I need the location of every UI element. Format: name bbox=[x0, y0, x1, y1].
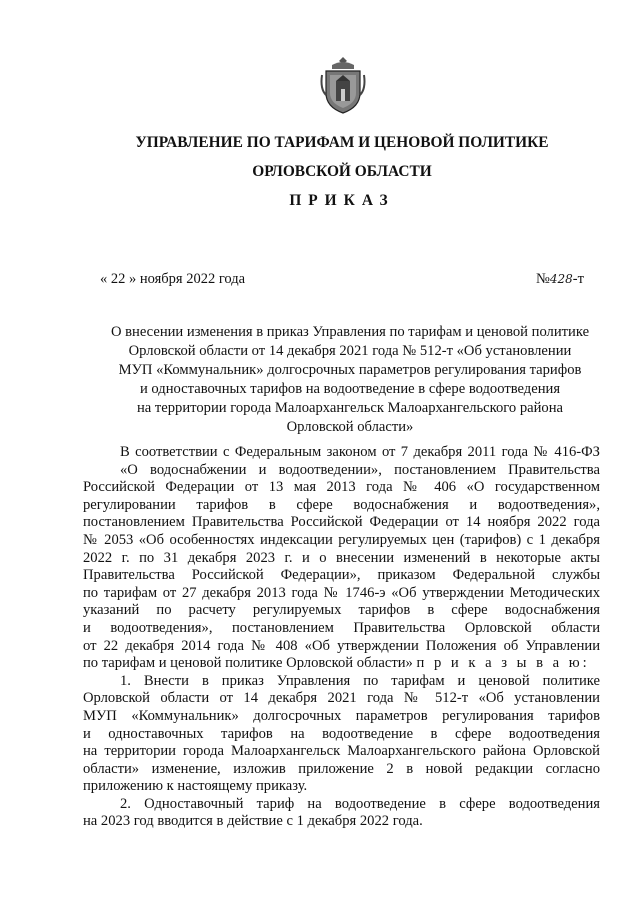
title-line: Орловской области от 14 декабря 2021 года № 512-т «Об установлении bbox=[128, 343, 572, 359]
item1-line: 1. Внести в приказ Управления по тарифам и ценовой политике bbox=[120, 672, 600, 689]
preamble-verb: п р и к а з ы в а ю: bbox=[416, 655, 590, 672]
order-number-handwritten: 428 bbox=[549, 272, 573, 286]
item2-line: 2. Одноставочный тариф на водоотведение в сфере водоотведения bbox=[120, 795, 600, 812]
org-name-line2: ОРЛОВСКОЙ ОБЛАСТИ bbox=[252, 163, 432, 180]
preamble-line-text: по тарифам и ценовой политике Орловской области» bbox=[83, 655, 413, 672]
order-title bbox=[100, 323, 600, 437]
org-name-line1: УПРАВЛЕНИЕ ПО ТАРИФАМ И ЦЕНОВОЙ ПОЛИТИКЕ bbox=[135, 134, 549, 151]
item1-line: области» изменение, изложив приложение 2 в новой редакции согласно bbox=[83, 760, 600, 777]
order-date: « 22 » ноября 2022 года bbox=[100, 271, 246, 287]
title-line: и одноставочных тарифов на водоотведение в сфере водоотведения bbox=[139, 381, 561, 397]
preamble-line: «О водоснабжении и водоотведении», постановлением Правительства bbox=[120, 461, 600, 478]
item1-line: приложению к настоящему приказу. bbox=[83, 778, 308, 795]
preamble-line: № 2053 «Об особенностях индексации регулируемых цен (тарифов) с 1 декабря bbox=[83, 531, 600, 548]
preamble-line: 2022 г. по 31 декабря 2023 г. и о внесении изменений в некоторые акты bbox=[83, 549, 600, 566]
preamble-line: Российской Федерации от 13 мая 2013 года № 406 «О государственном bbox=[83, 479, 600, 496]
preamble-line: и водоотведения», постановлением Правительства Орловской области bbox=[83, 619, 600, 636]
item1-line: Орловской области от 14 декабря 2021 года № 512-т «Об установлении bbox=[83, 690, 600, 707]
coat-of-arms-emblem bbox=[318, 55, 368, 115]
item1-line: на территории города Малоархангельск Малоархангельского района Орловской bbox=[83, 743, 600, 760]
order-number-prefix: № bbox=[536, 271, 550, 287]
preamble-line: указаний по расчету регулируемых тарифов в сфере водоснабжения bbox=[83, 602, 600, 619]
preamble-line: В соответствии с Федеральным законом от 7 декабря 2011 года № 416-ФЗ bbox=[120, 444, 600, 460]
preamble-line bbox=[83, 655, 600, 673]
item1-line: и одноставочных тарифов на водоотведение в сфере водоотведения bbox=[83, 725, 600, 742]
order-number-suffix: -т bbox=[572, 271, 584, 287]
preamble-line: от 22 декабря 2014 года № 408 «Об утверждении Положения об Управлении bbox=[83, 637, 600, 654]
item2-line: на 2023 год вводится в действие с 1 декабря 2022 года. bbox=[83, 813, 423, 830]
order-body bbox=[83, 444, 600, 831]
title-line: МУП «Коммунальник» долгосрочных параметров регулирования тарифов bbox=[118, 362, 582, 378]
preamble-line: Правительства Российской Федерации», приказом Федеральной службы bbox=[83, 567, 600, 584]
document-type: ПРИКАЗ bbox=[289, 192, 395, 209]
item1-line: МУП «Коммунальник» долгосрочных параметров регулирования тарифов bbox=[83, 707, 600, 724]
title-line: Орловской области» bbox=[286, 419, 414, 435]
title-line: на территории города Малоархангельск Малоархангельского района bbox=[136, 400, 564, 416]
preamble-line: регулировании тарифов в сфере водоснабжения и водоотведения», bbox=[83, 496, 600, 513]
order-number bbox=[536, 271, 584, 288]
preamble-line: по тарифам от 27 декабря 2013 года № 1746-э «Об утверждении Методических bbox=[83, 584, 600, 601]
preamble-line: постановлением Правительства Российской Федерации от 14 ноября 2022 года bbox=[83, 514, 600, 531]
title-line: О внесении изменения в приказ Управления по тарифам и ценовой политике bbox=[110, 324, 590, 340]
